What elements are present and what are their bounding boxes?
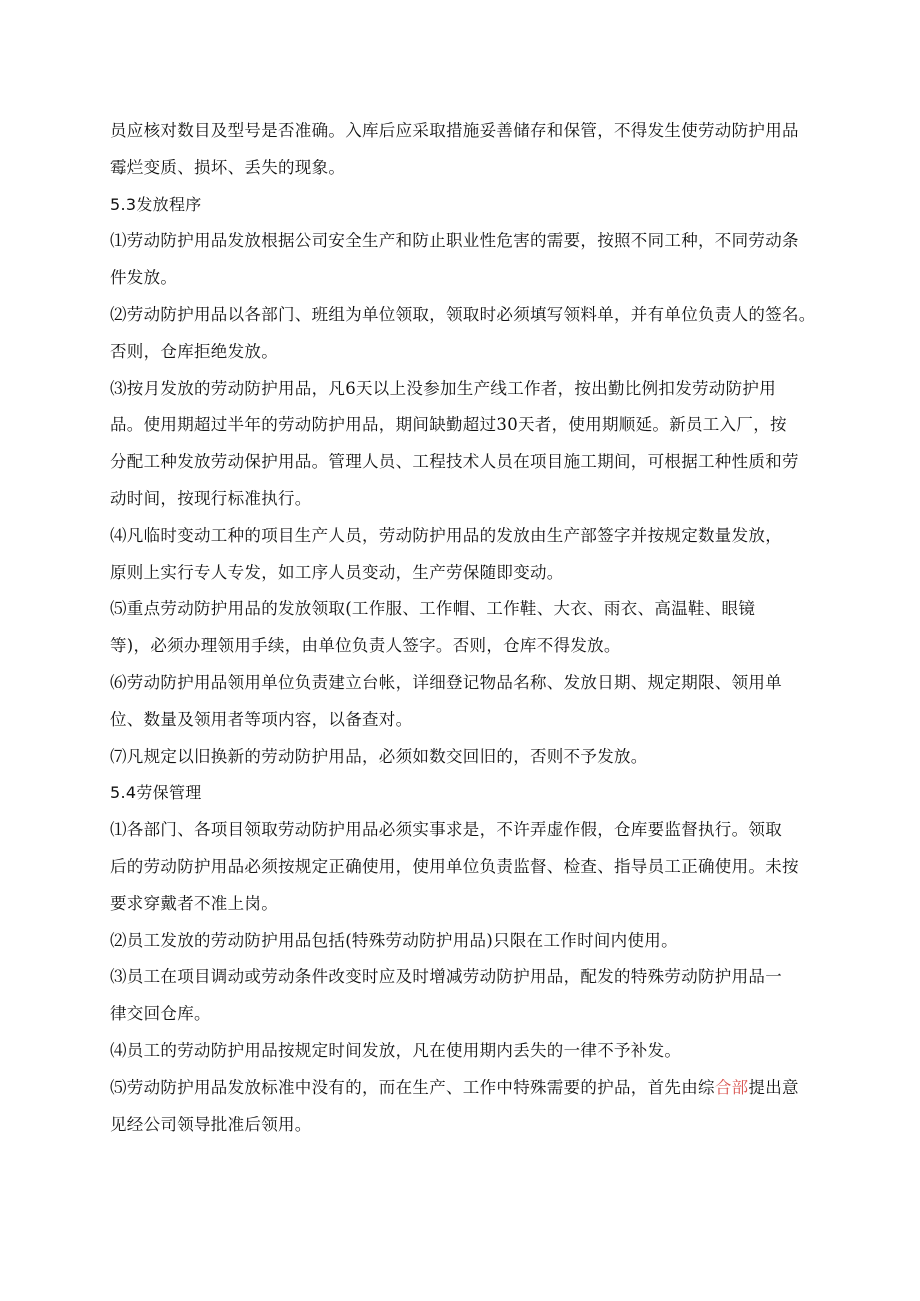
text-line: 霉烂变质、损坏、丢失的现象。 [110,157,346,177]
document-page [110,113,822,1143]
text-line: ⑴劳动防护用品发放根据公司安全生产和防止职业性危害的需要，按照不同工种，不同劳动条 [110,231,799,251]
text-line: 件发放。 [110,268,178,288]
text-line: 后的劳动防护用品必须按规定正确使用，使用单位负责监督、检查、指导员工正确使用。未按 [110,856,799,876]
text-segment: 提出意 [748,1077,799,1097]
text-line: 品。使用期超过半年的劳动防护用品，期间缺勤超过30天者，使用期顺延。新员工入厂，按 [110,415,787,435]
text-line: ⑹劳动防护用品领用单位负责建立台帐，详细登记物品名称、发放日期、规定期限、领用单 [110,672,782,692]
highlighted-text: 合部 [714,1077,749,1097]
text-line: ⑵员工发放的劳动防护用品包括(特殊劳动防护用品)只限在工作时间内使用。 [110,930,678,950]
text-line: 否则，仓库拒绝发放。 [110,341,278,361]
text-line: ⑵劳动防护用品以各部门、班组为单位领取，领取时必须填写领料单，并有单位负责人的签名。 [110,304,816,324]
section-heading-5-4: 5.4劳保管理 [110,783,202,803]
text-line: 等)，必须办理领用手续，由单位负责人签字。否则，仓库不得发放。 [110,636,621,656]
text-line: 原则上实行专人专发，如工序人员变动，生产劳保随即变动。 [110,562,564,582]
text-line: 律交回仓库。 [110,1004,211,1024]
text-line: ⑶员工在项目调动或劳动条件改变时应及时增减劳动防护用品，配发的特殊劳动防护用品一 [110,967,782,987]
text-segment: ⑸劳动防护用品发放标准中没有的，而在生产、工作中特殊需要的护品，首先由综 [110,1077,715,1097]
text-line: ⑶按月发放的劳动防护用品，凡6天以上没参加生产线工作者，按出勤比例扣发劳动防护用 [110,378,776,398]
text-line: 员应核对数目及型号是否准确。入库后应采取措施妥善储存和保管，不得发生使劳动防护用品 [110,121,799,140]
text-line: ⑺凡规定以旧换新的劳动防护用品，必须如数交回旧的，否则不予发放。 [110,746,648,766]
text-line: 要求穿戴者不准上岗。 [110,893,278,913]
text-line: ⑷员工的劳动防护用品按规定时间发放，凡在使用期内丢失的一律不予补发。 [110,1040,682,1060]
text-line: 分配工种发放劳动保护用品。管理人员、工程技术人员在项目施工期间，可根据工种性质和劳 [110,452,799,472]
section-heading-5-3: 5.3发放程序 [110,194,202,214]
text-line: ⑴各部门、各项目领取劳动防护用品必须实事求是，不许弄虚作假，仓库要监督执行。领取 [110,820,782,840]
text-line: ⑷凡临时变动工种的项目生产人员，劳动防护用品的发放由生产部签字并按规定数量发放， [110,525,782,545]
text-line: 位、数量及领用者等项内容，以备查对。 [110,709,413,729]
text-line [110,1070,822,1107]
text-line: ⑸重点劳动防护用品的发放领取(工作服、工作帽、工作鞋、大衣、雨衣、高温鞋、眼镜 [110,599,756,619]
text-line: 动时间，按现行标准执行。 [110,488,312,508]
text-line: 见经公司领导批准后领用。 [110,1114,312,1134]
